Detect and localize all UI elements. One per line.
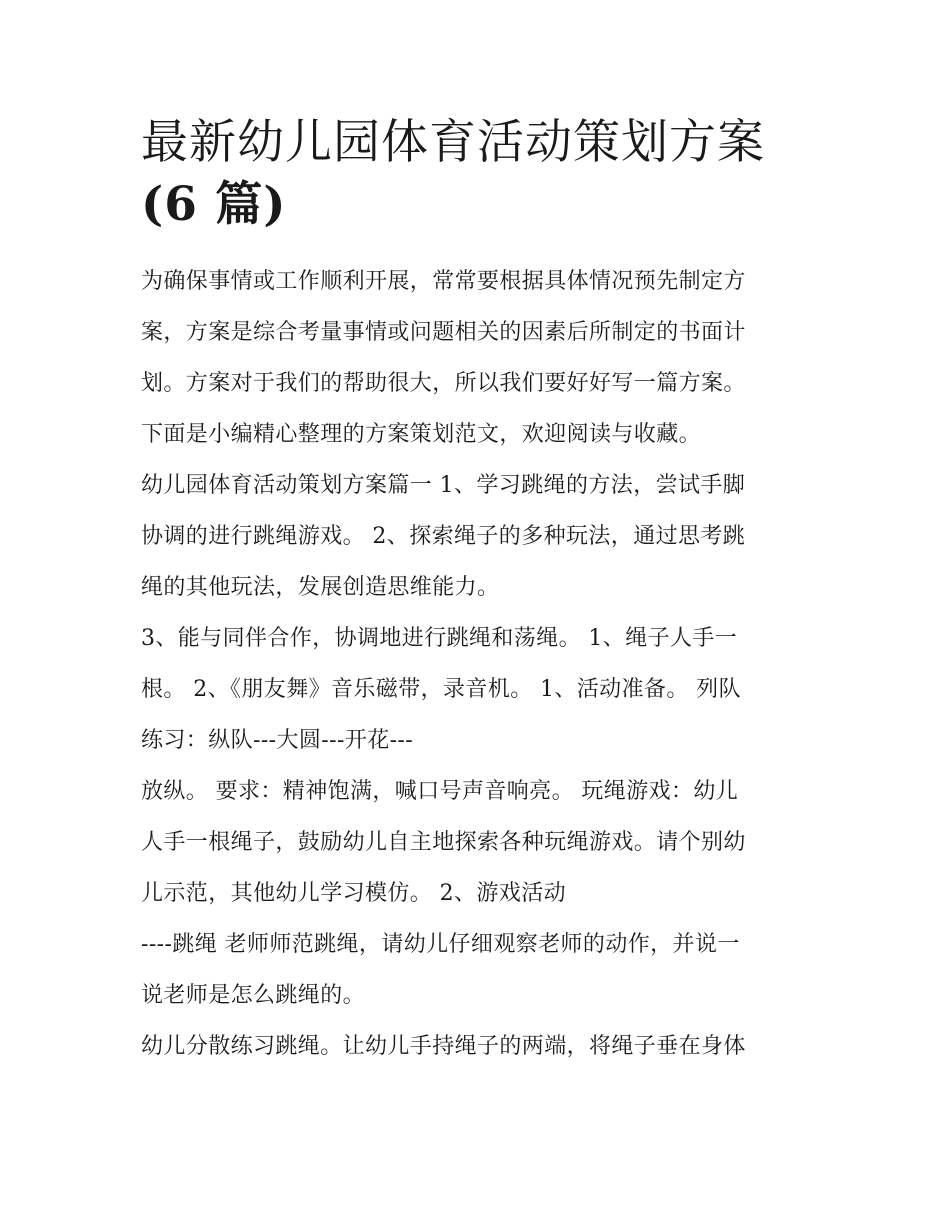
document-body bbox=[141, 256, 831, 1072]
text-line: 说老师是怎么跳绳的。 bbox=[141, 983, 366, 1008]
paragraph-plan-one-goals bbox=[141, 460, 831, 613]
text-line: 为确保事情或工作顺利开展，常常要根据具体情况预先制定方 bbox=[141, 269, 746, 294]
text-line: ----跳绳 老师师范跳绳，请幼儿仔细观察老师的动作，并说一 bbox=[141, 932, 740, 957]
text-line: 绳的其他玩法，发展创造思维能力。 bbox=[141, 575, 500, 600]
text-line: 幼儿分散练习跳绳。让幼儿手持绳子的两端，将绳子垂在身体 bbox=[141, 1034, 746, 1059]
paragraph-rope-games bbox=[141, 766, 831, 919]
text-line: 划。方案对于我们的帮助很大，所以我们要好好写一篇方案。 bbox=[141, 371, 746, 396]
paragraph-teacher-demo bbox=[141, 919, 831, 1021]
text-line: 协调的进行跳绳游戏。 2、探索绳子的多种玩法，通过思考跳 bbox=[141, 524, 746, 549]
paragraph-preparation bbox=[141, 613, 831, 766]
title-line-2: (6 篇) bbox=[141, 177, 287, 232]
text-line: 案，方案是综合考量事情或问题相关的因素后所制定的书面计 bbox=[141, 320, 746, 345]
text-line: 儿示范，其他幼儿学习模仿。 2、游戏活动 bbox=[141, 881, 566, 906]
paragraph-practice bbox=[141, 1021, 831, 1072]
text-line: 根。 2、《朋友舞》音乐磁带，录音机。 1、活动准备。 列队 bbox=[141, 677, 741, 702]
document-title bbox=[141, 112, 821, 236]
text-line: 3、能与同伴合作，协调地进行跳绳和荡绳。 1、绳子人手一 bbox=[141, 626, 738, 651]
text-line: 练习：纵队---大圆---开花--- bbox=[141, 728, 414, 753]
paragraph-intro bbox=[141, 256, 831, 460]
text-line: 幼儿园体育活动策划方案篇一 1、学习跳绳的方法，尝试手脚 bbox=[141, 473, 746, 498]
text-line: 下面是小编精心整理的方案策划范文，欢迎阅读与收藏。 bbox=[141, 422, 702, 447]
text-line: 放纵。 要求：精神饱满，喊口号声音响亮。 玩绳游戏：幼儿 bbox=[141, 779, 739, 804]
text-line: 人手一根绳子，鼓励幼儿自主地探索各种玩绳游戏。请个别幼 bbox=[141, 830, 746, 855]
title-line-1: 最新幼儿园体育活动策划方案 bbox=[141, 115, 765, 170]
